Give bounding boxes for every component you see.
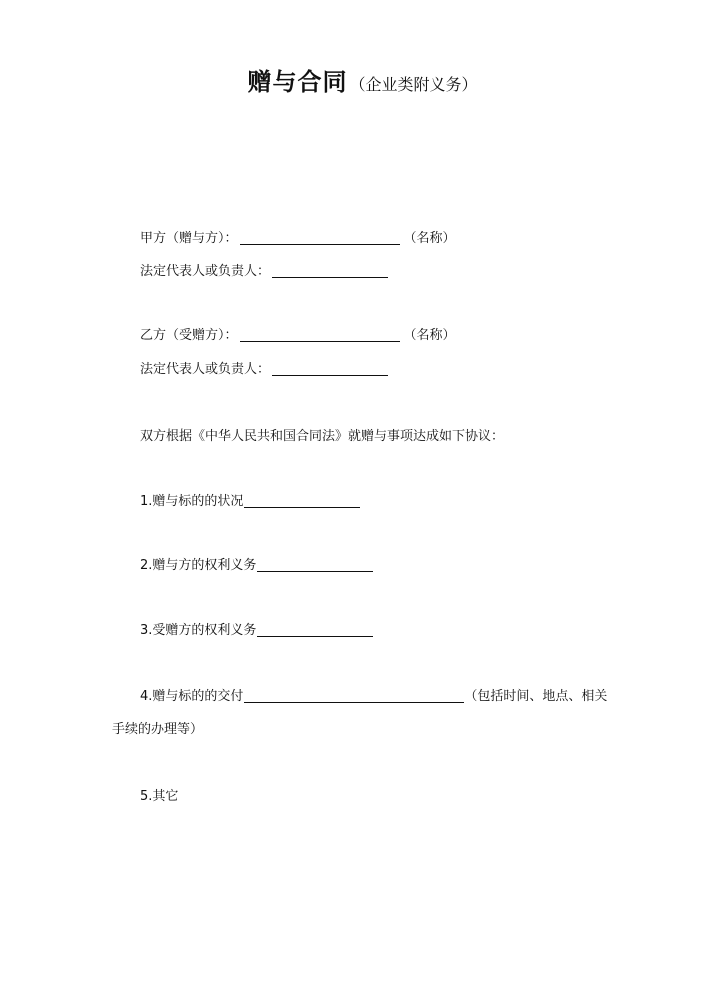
clause-2-label: 2.赠与方的权利义务	[140, 558, 257, 573]
party-b-name-blank[interactable]	[240, 326, 400, 342]
party-a-name-blank[interactable]	[240, 229, 400, 245]
clause-1-line	[140, 492, 360, 512]
clause-5-line: 5.其它	[140, 789, 179, 804]
party-a-rep-label: 法定代表人或负责人：	[140, 264, 271, 279]
party-a-name-hint: （名称）	[403, 231, 456, 246]
clause-4-label: 4.赠与标的的交付	[140, 689, 244, 704]
clause-1-blank[interactable]	[244, 492, 360, 508]
clause-3-label: 3.受赠方的权利义务	[140, 623, 257, 638]
clause-2-line	[140, 556, 373, 576]
party-a-line	[140, 229, 456, 249]
party-b-rep-label: 法定代表人或负责人：	[140, 362, 271, 377]
clause-1-label: 1.赠与标的的状况	[140, 494, 244, 509]
document-title	[0, 62, 725, 97]
party-a-rep-blank[interactable]	[272, 262, 388, 278]
title-main: 赠与合同	[247, 68, 348, 96]
party-b-rep-line	[140, 360, 388, 380]
party-a-rep-line	[140, 262, 388, 282]
party-b-rep-blank[interactable]	[272, 360, 388, 376]
clause-2-blank[interactable]	[257, 556, 373, 572]
party-b-name-hint: （名称）	[403, 328, 456, 343]
clause-4-blank[interactable]	[244, 687, 464, 703]
clause-4-line	[140, 687, 607, 707]
clause-4-note: （包括时间、地点、相关	[464, 689, 608, 704]
party-b-label: 乙方（受赠方）：	[140, 328, 238, 343]
title-subtitle: （企业类附义务）	[349, 75, 478, 94]
party-a-label: 甲方（赠与方）：	[140, 231, 238, 246]
clause-4-continuation: 手续的办理等）	[112, 722, 204, 737]
intro-paragraph: 双方根据《中华人民共和国合同法》就赠与事项达成如下协议：	[140, 429, 505, 444]
clause-3-blank[interactable]	[257, 621, 373, 637]
clause-3-line	[140, 621, 373, 641]
party-b-line	[140, 326, 456, 346]
